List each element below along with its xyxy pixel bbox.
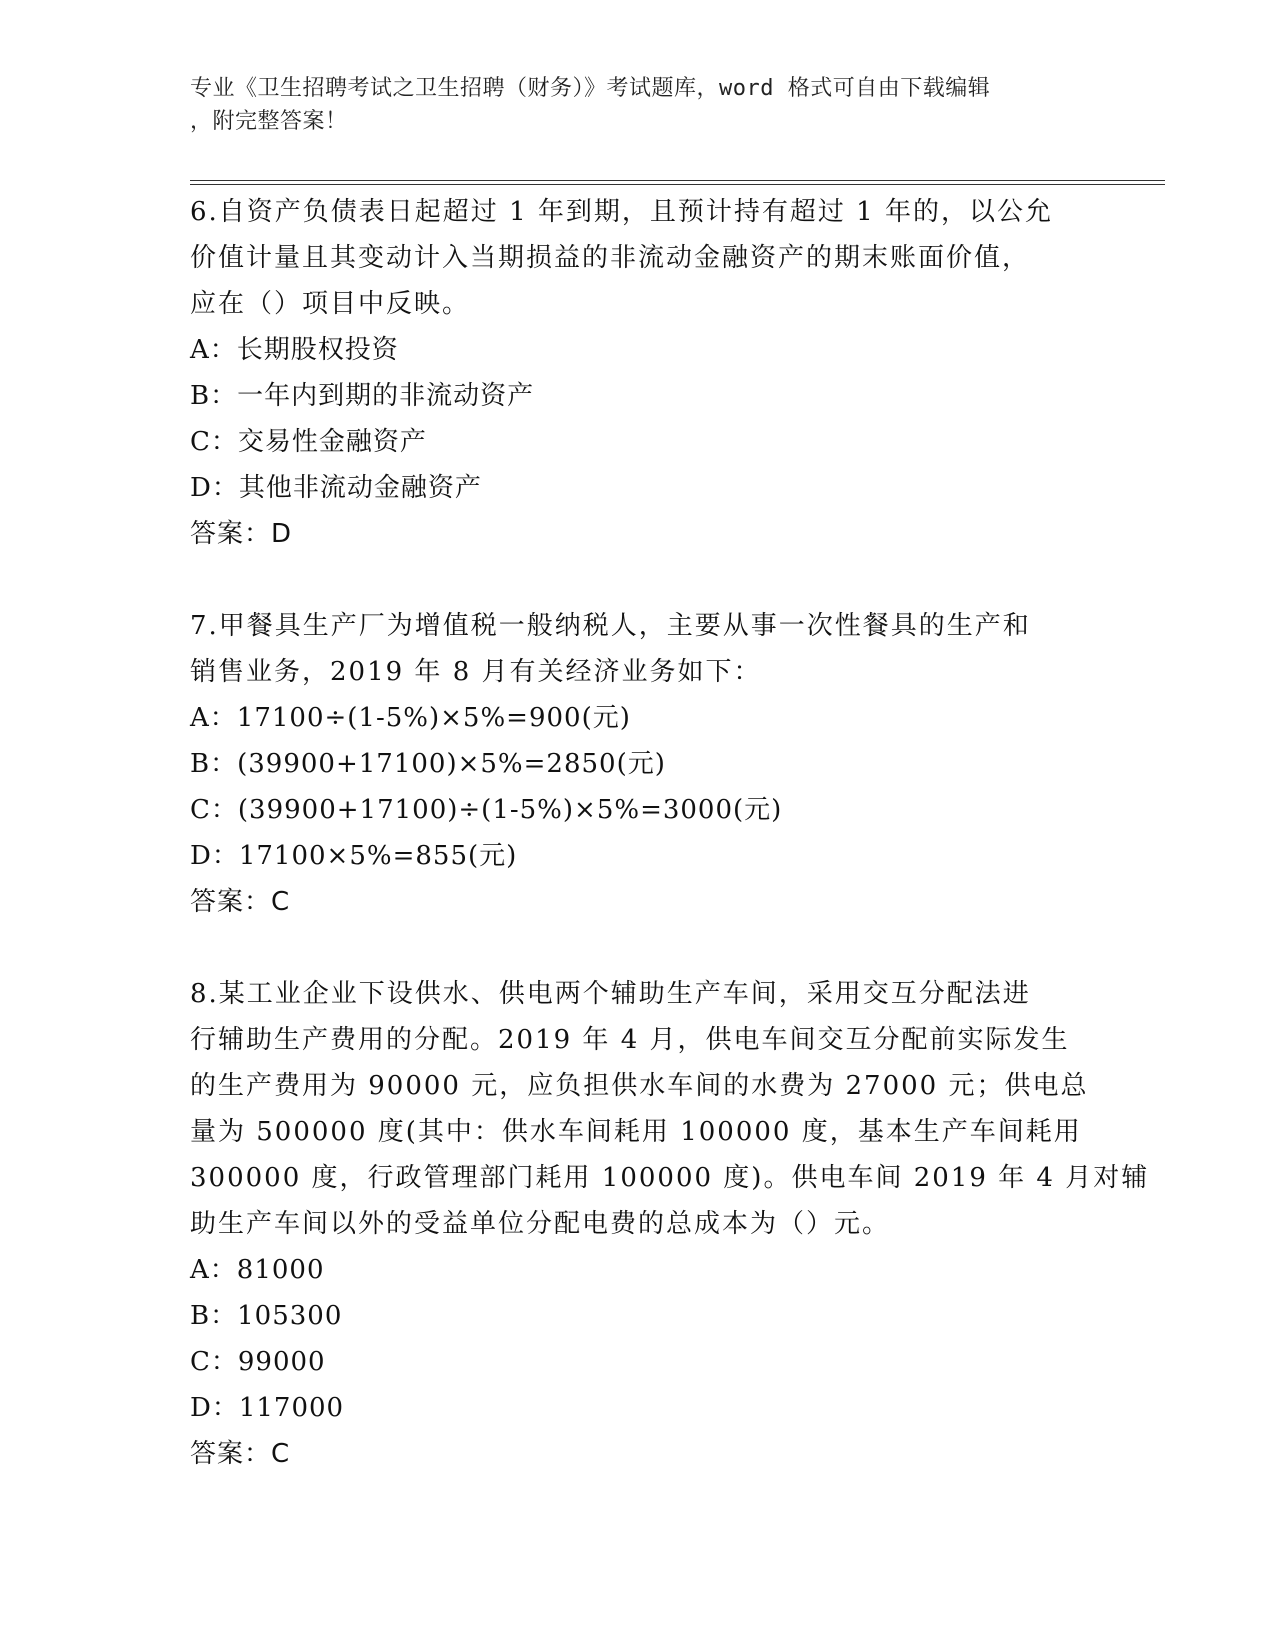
option-a: A：81000 <box>190 1255 325 1285</box>
option-b: B：(39900+17100)×5%=2850(元) <box>190 749 666 779</box>
option-c: C：(39900+17100)÷(1-5%)×5%=3000(元) <box>190 795 783 825</box>
answer: 答案：D <box>190 519 293 549</box>
question-text: 助生产车间以外的受益单位分配电费的总成本为（）元。 <box>190 1209 891 1239</box>
question-7 <box>190 603 1090 925</box>
header-divider <box>190 180 1165 181</box>
header-line: 专业《卫生招聘考试之卫生招聘（财务）》考试题库，word 格式可自由下载编辑 <box>190 76 991 101</box>
question-text: 行辅助生产费用的分配。2019 年 4 月，供电车间交互分配前实际发生 <box>190 1025 1070 1055</box>
header-line: ，附完整答案！ <box>190 109 348 134</box>
option-d: D：其他非流动金融资产 <box>190 473 482 503</box>
question-text: 销售业务，2019 年 8 月有关经济业务如下： <box>190 657 762 687</box>
option-d: D：117000 <box>190 1393 345 1423</box>
question-text: 7.甲餐具生产厂为增值税一般纳税人，主要从事一次性餐具的生产和 <box>190 611 1031 641</box>
question-text: 价值计量且其变动计入当期损益的非流动金融资产的期末账面价值， <box>190 243 1031 273</box>
question-text: 的生产费用为 90000 元，应负担供水车间的水费为 27000 元；供电总 <box>190 1071 1089 1101</box>
question-text: 300000 度，行政管理部门耗用 100000 度)。供电车间 2019 年 4 月对辅 <box>190 1163 1150 1193</box>
option-c: C：99000 <box>190 1347 326 1377</box>
question-text: 量为 500000 度(其中：供水车间耗用 100000 度，基本生产车间耗用 <box>190 1117 1082 1147</box>
option-a: A：长期股权投资 <box>190 335 399 365</box>
answer: 答案：C <box>190 887 291 917</box>
option-b: B：一年内到期的非流动资产 <box>190 381 535 411</box>
option-b: B：105300 <box>190 1301 343 1331</box>
question-text: 应在（）项目中反映。 <box>190 289 471 319</box>
answer: 答案：C <box>190 1439 291 1469</box>
option-d: D：17100×5%=855(元) <box>190 841 518 871</box>
option-a: A：17100÷(1-5%)×5%=900(元) <box>190 703 631 733</box>
question-8 <box>190 971 1150 1477</box>
header-divider <box>190 184 1165 185</box>
question-6 <box>190 189 1090 557</box>
document-header <box>190 72 1090 138</box>
question-text: 6.自资产负债表日起超过 1 年到期，且预计持有超过 1 年的，以公允 <box>190 197 1053 227</box>
option-c: C：交易性金融资产 <box>190 427 427 457</box>
question-text: 8.某工业企业下设供水、供电两个辅助生产车间，采用交互分配法进 <box>190 979 1031 1009</box>
